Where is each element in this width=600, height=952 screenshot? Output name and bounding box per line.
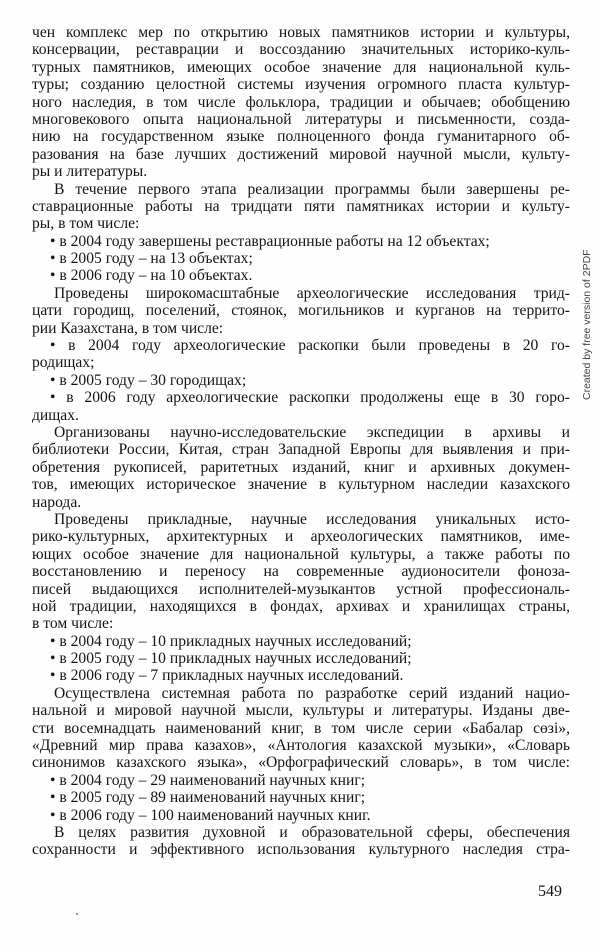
text-line: чен комплекс мер по открытию новых памятников истории и культуры, bbox=[32, 24, 570, 41]
text-line: ющих особое значение для национальной культуры, а также работы по bbox=[32, 545, 570, 563]
bullet-item: • в 2005 году – 30 городищах; bbox=[50, 371, 247, 389]
text-line: народа. bbox=[32, 493, 82, 511]
body-text bbox=[32, 24, 570, 859]
bullet-item: • в 2006 году археологические раскопки продолжены еще в 30 горо- bbox=[50, 389, 570, 407]
bullet-item: • в 2005 году – на 13 объектах; bbox=[50, 250, 253, 268]
text-line: сти восемнадцать наименований книг, в том числе серии «Бабалар сөзі», bbox=[32, 719, 570, 737]
paragraph-first-line: Осуществлена системная работа по разработке серий изданий нацио- bbox=[54, 684, 570, 702]
bullet-item: • в 2005 году – 89 наименований научных книг; bbox=[50, 789, 366, 807]
text-line: библиотеки России, Китая, стран Западной Европы для выявления и при- bbox=[32, 441, 570, 459]
text-line: «Древний мир права казахов», «Антология казахской музыки», «Словарь bbox=[32, 737, 570, 755]
text-line: тов, имеющих историческое значение в культурном наследии казахского bbox=[32, 476, 570, 494]
text-line: разования на базе лучших достижений мировой научной мысли, культу- bbox=[32, 145, 570, 163]
bullet-item: • в 2004 году археологические раскопки были проведены в 20 го- bbox=[50, 337, 570, 355]
text-line: туры; созданию целостной системы изучения огромного пласта культур- bbox=[32, 76, 570, 94]
text-line: нию на государственном языке полноценного фонда гуманитарного об- bbox=[32, 128, 570, 146]
text-line: родищах; bbox=[32, 354, 95, 372]
paragraph-first-line: Организованы научно-исследовательские экспедиции в архивы и bbox=[54, 423, 570, 441]
text-line: цати городищ, поселений, стоянок, могильников и курганов на террито- bbox=[32, 302, 570, 320]
text-line: турных памятников, имеющих особое значение для национальной куль- bbox=[32, 58, 570, 76]
text-line: ной традиции, находящихся в фондах, архивах и хранилищах страны, bbox=[32, 597, 570, 615]
text-line: многовекового опыта национальной литературы и письменности, созда- bbox=[32, 110, 570, 128]
text-line: синонимов казахского языка», «Орфографический словарь», в том числе: bbox=[32, 754, 570, 772]
text-line: нальной и мировой научной мысли, культуры и литературы. Изданы две- bbox=[32, 702, 570, 720]
text-line: дищах. bbox=[32, 406, 79, 424]
watermark-text: Created by free version of 2PDF bbox=[581, 249, 593, 400]
text-line: писей выдающихся исполнителей-музыкантов устной профессиональ- bbox=[32, 580, 570, 598]
bullet-item: • в 2006 году – 100 наименований научных книг. bbox=[50, 806, 371, 824]
text-line: ного наследия, в том числе фольклора, традиции и обычаев; обобщению bbox=[32, 93, 570, 111]
bullet-item: • в 2004 году – 29 наименований научных книг; bbox=[50, 771, 366, 789]
text-line: рии Казахстана, в том числе: bbox=[32, 319, 224, 337]
text-line: ры и литературы. bbox=[32, 163, 148, 181]
text-line: рико-культурных, архитектурных и археологических памятников, име- bbox=[32, 528, 570, 546]
paragraph-first-line: В течение первого этапа реализации программы были завершены ре- bbox=[54, 180, 570, 198]
page-number: 549 bbox=[538, 883, 562, 900]
text-line: консервации, реставрации и воссозданию значительных историко-куль- bbox=[32, 41, 570, 59]
text-line: ставрационные работы на тридцати пяти памятниках истории и культу- bbox=[32, 197, 570, 215]
text-line: восстановлению и переносу на современные аудионосители фоноза- bbox=[32, 563, 570, 581]
text-line: в том числе: bbox=[32, 615, 114, 633]
scan-speck bbox=[76, 913, 78, 915]
bullet-item: • в 2004 году – 10 прикладных научных исследований; bbox=[50, 632, 412, 650]
paragraph-first-line: Проведены прикладные, научные исследования уникальных исто- bbox=[54, 510, 570, 528]
bullet-item: • в 2004 году завершены реставрационные работы на 12 объектах; bbox=[50, 232, 490, 250]
text-line: обретения рукописей, раритетных изданий, книг и архивных докумен- bbox=[32, 458, 570, 476]
bullet-item: • в 2006 году – 7 прикладных научных исследований. bbox=[50, 667, 404, 685]
bullet-item: • в 2006 году – на 10 объектах. bbox=[50, 267, 253, 285]
paragraph-first-line: Проведены широкомасштабные археологические исследования трид- bbox=[54, 284, 570, 302]
text-line: сохранности и эффективного использования культурного наследия стра- bbox=[32, 841, 570, 859]
text-line: ры, в том числе: bbox=[32, 215, 140, 233]
bullet-item: • в 2005 году – 10 прикладных научных исследований; bbox=[50, 650, 412, 668]
paragraph-first-line: В целях развития духовной и образовательной сферы, обеспечения bbox=[54, 823, 570, 841]
